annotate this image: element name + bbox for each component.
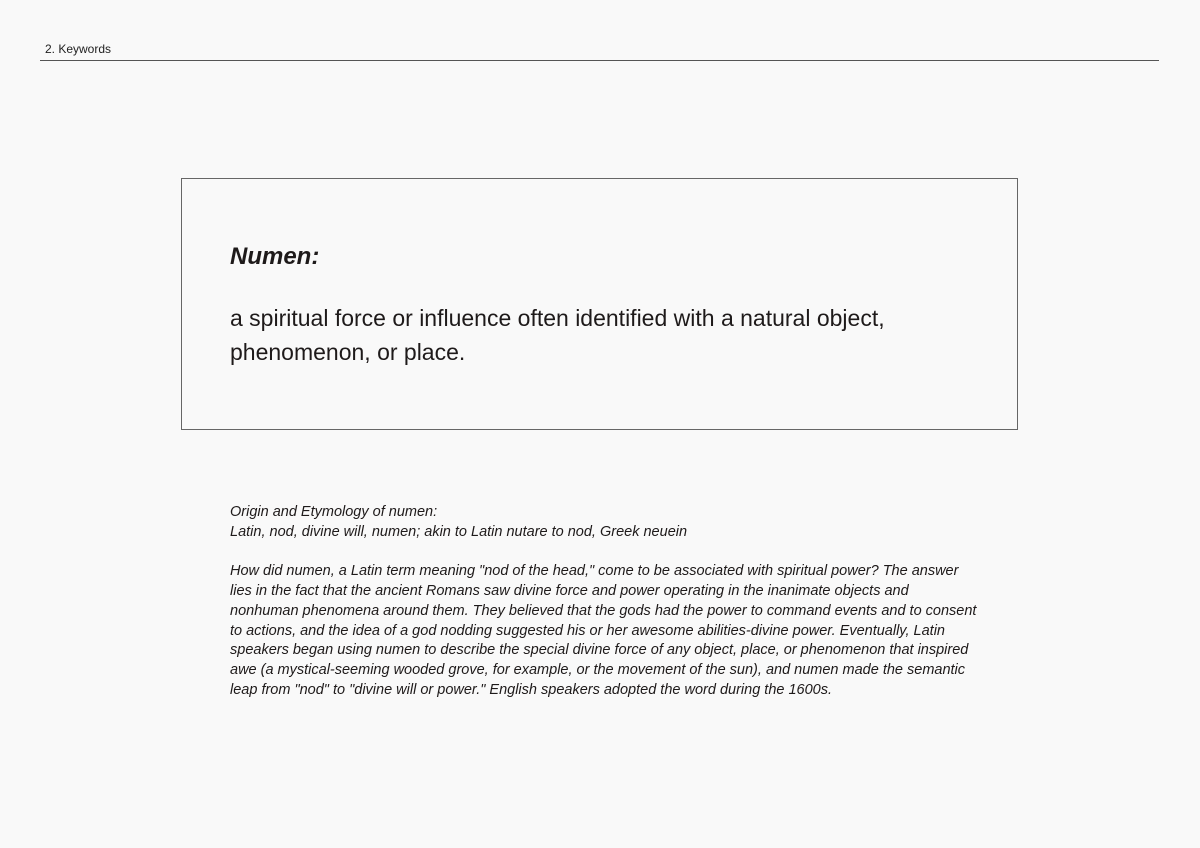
section-label: 2. Keywords [45, 42, 112, 56]
etymology-roots: Latin, nod, divine will, numen; akin to Latin nutare to nod, Greek neuein [230, 524, 688, 540]
word-history-paragraph: How did numen, a Latin term meaning "nod of the head," come to be associated with spiritual power? The answer lies in the fact that the ancient Romans saw divine force and power operating in the inanimate objects and nonhuman phenomena around them. They believed that the gods had the power to command events and to consent to actions, and the idea of a god nodding suggested his or her awesome abilities-divine power. Eventually, Latin speakers began using numen to describe the special divine force of any object, place, or phenomenon that inspired awe (a mystical-seeming wooded grove, for example, or the movement of the sun), and numen made the semantic leap from "nod" to "divine will or power." English speakers adopted the word during the 1600s. [230, 563, 977, 699]
etymology-heading: Origin and Etymology of numen: [230, 504, 438, 520]
definition-text: a spiritual force or influence often identified with a natural object, phenomenon, or place. [230, 305, 885, 365]
page-header [40, 40, 1159, 61]
definition-card [181, 178, 1018, 430]
term-heading: Numen: [230, 243, 320, 270]
etymology-section [230, 502, 980, 542]
